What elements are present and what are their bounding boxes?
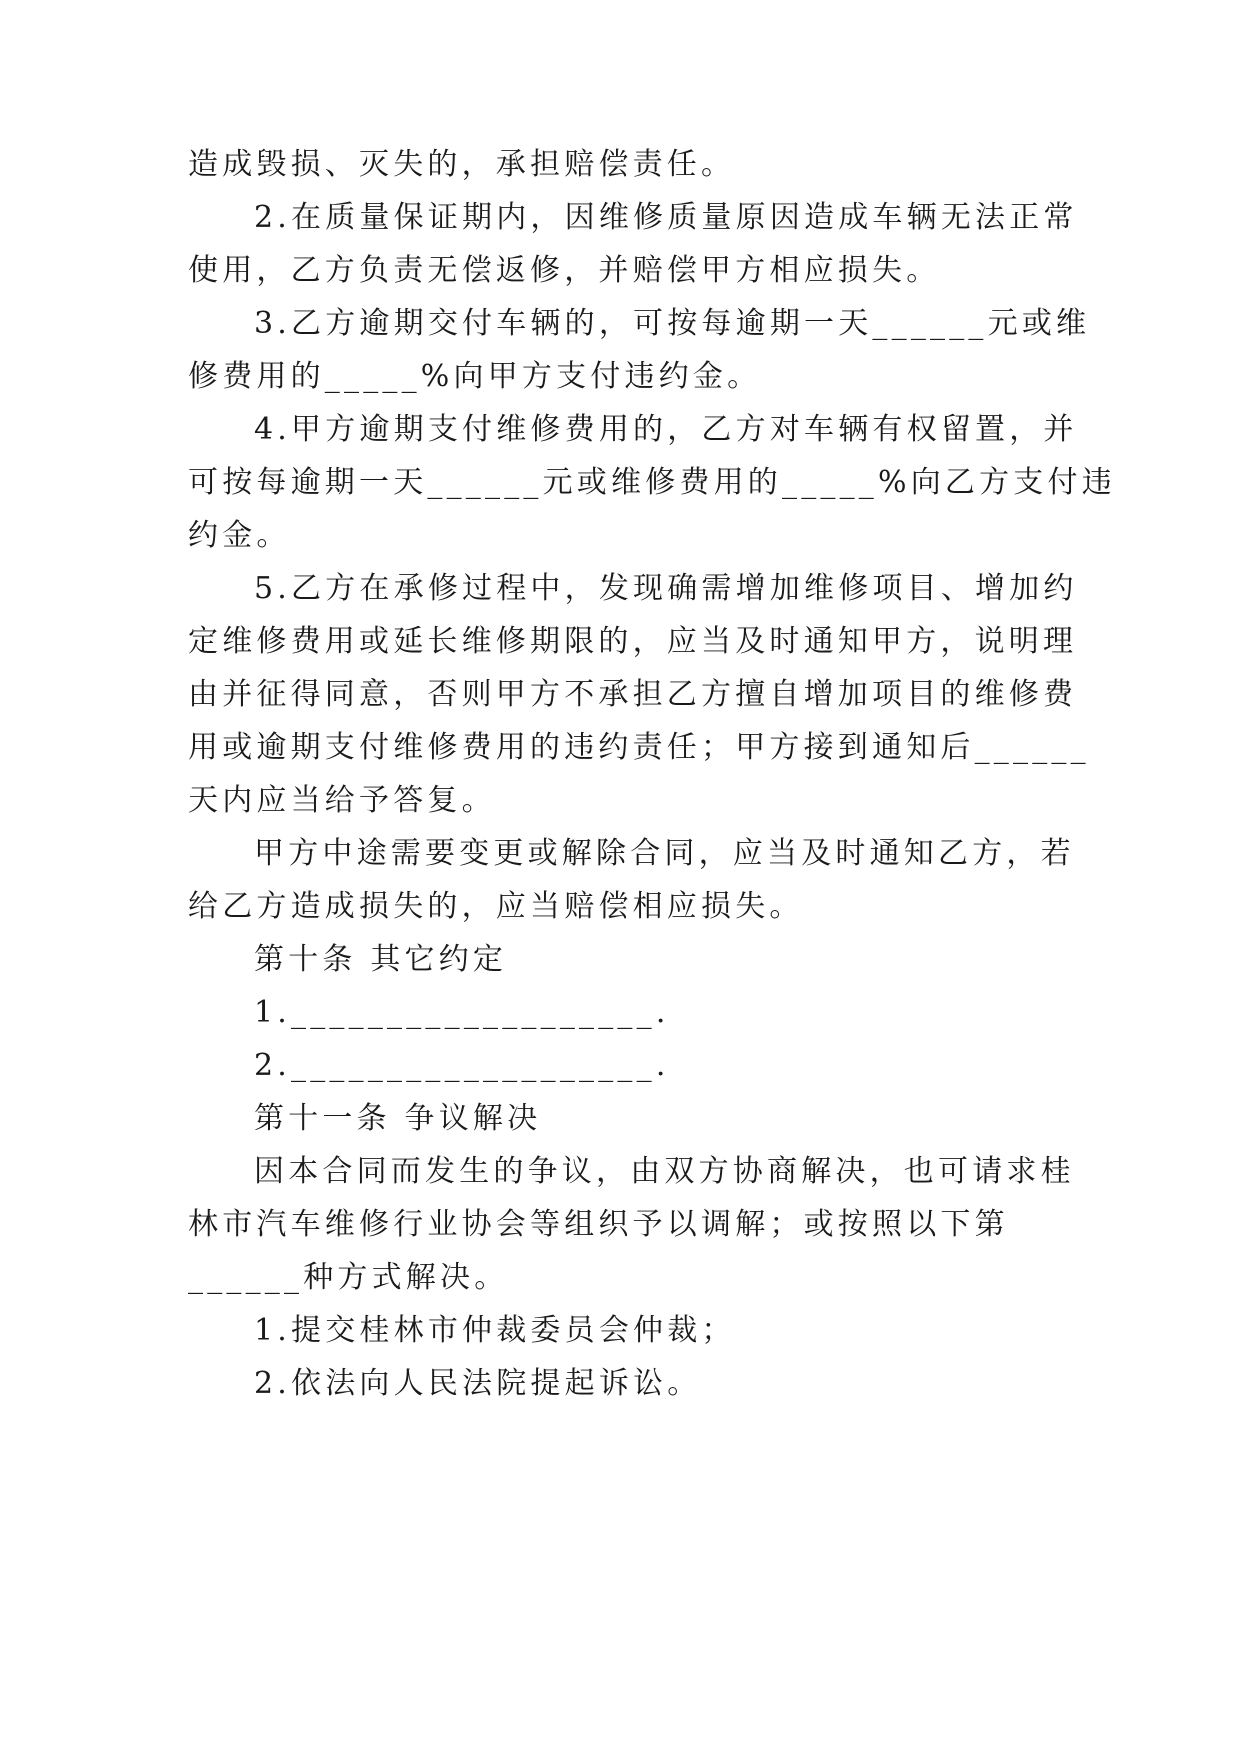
text-line: 修费用的_____%向甲方支付违约金。	[188, 359, 762, 394]
blank-field-line: 1.___________________.	[254, 995, 670, 1030]
text-line: 造成毁损、灭失的，承担赔偿责任。	[188, 147, 736, 182]
text-line: 由并征得同意，否则甲方不承担乙方擅自增加项目的维修费	[188, 677, 1078, 712]
blank-field-line: 2.___________________.	[254, 1048, 670, 1083]
text-line: 约金。	[188, 518, 291, 553]
list-item: 1.提交桂林市仲裁委员会仲裁；	[254, 1313, 736, 1348]
text-line: 5.乙方在承修过程中，发现确需增加维修项目、增加约	[254, 571, 1078, 606]
text-line: 使用，乙方负责无偿返修，并赔偿甲方相应损失。	[188, 253, 941, 288]
text-line: 3.乙方逾期交付车辆的，可按每逾期一天______元或维	[254, 306, 1091, 341]
section-heading: 第十条 其它约定	[254, 942, 508, 977]
text-line: 甲方中途需要变更或解除合同，应当及时通知乙方，若	[254, 836, 1075, 871]
text-line: 因本合同而发生的争议，由双方协商解决，也可请求桂	[254, 1154, 1075, 1189]
text-line: 可按每逾期一天______元或维修费用的_____%向乙方支付违	[188, 465, 1116, 500]
text-line: 天内应当给予答复。	[188, 783, 496, 818]
text-line: 定维修费用或延长维修期限的，应当及时通知甲方，说明理	[188, 624, 1078, 659]
text-line: ______种方式解决。	[188, 1260, 509, 1295]
text-line: 4.甲方逾期支付维修费用的，乙方对车辆有权留置，并	[254, 412, 1078, 447]
text-line: 用或逾期支付维修费用的违约责任；甲方接到通知后______	[188, 730, 1090, 765]
text-line: 2.在质量保证期内，因维修质量原因造成车辆无法正常	[254, 200, 1078, 235]
text-line: 林市汽车维修行业协会等组织予以调解；或按照以下第	[188, 1207, 1009, 1242]
section-heading: 第十一条 争议解决	[254, 1101, 542, 1136]
list-item: 2.依法向人民法院提起诉讼。	[254, 1366, 702, 1401]
text-line: 给乙方造成损失的，应当赔偿相应损失。	[188, 889, 804, 924]
